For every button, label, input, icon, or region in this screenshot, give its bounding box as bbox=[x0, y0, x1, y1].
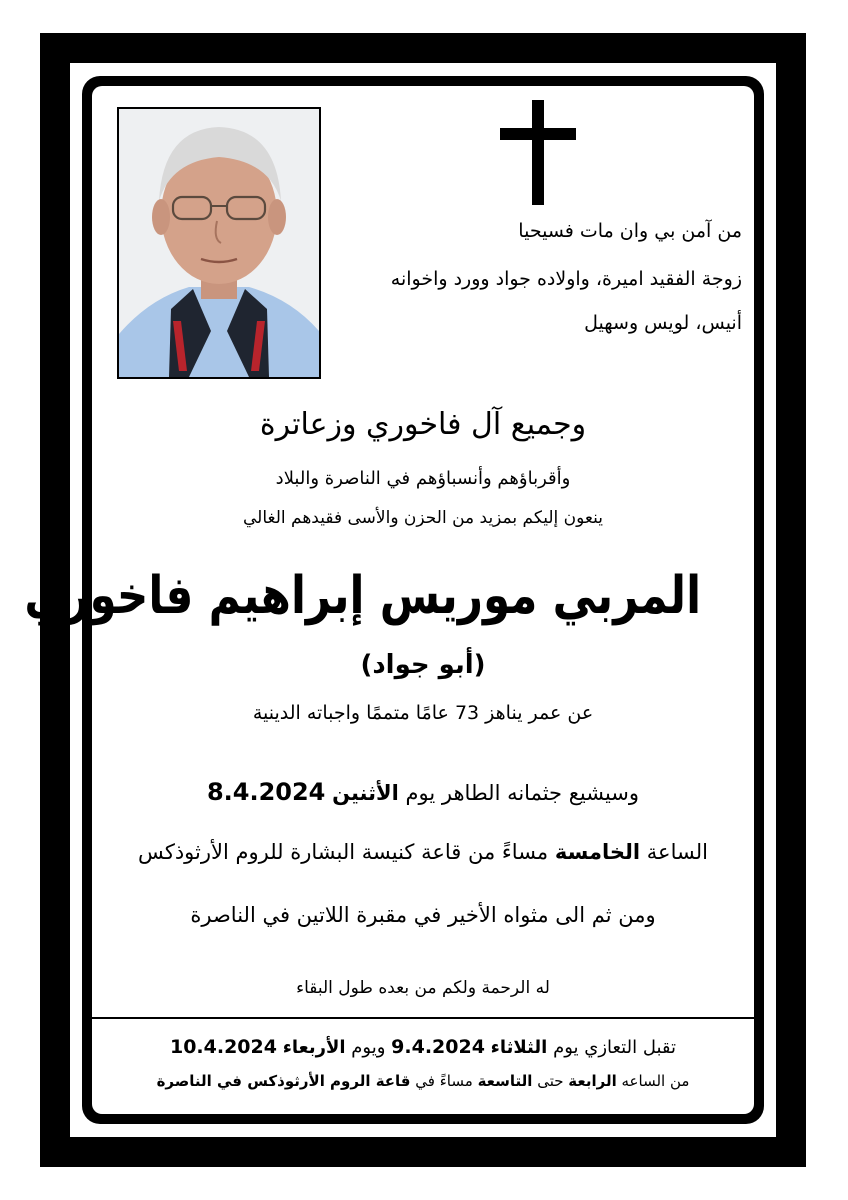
condolence-from-hour: الرابعة bbox=[568, 1072, 617, 1090]
funeral-location: مساءً من قاعة كنيسة البشارة للروم الأرثوذكس bbox=[138, 840, 549, 864]
funeral-hour-prefix: الساعة bbox=[646, 840, 708, 864]
family-line-2: أنيس، لويس وسهيل bbox=[584, 312, 742, 334]
condolence-date-1: 9.4.2024 bbox=[391, 1036, 485, 1058]
burial-text: ومن ثم الى مثواه الأخير في مقبرة اللاتين في الناصرة bbox=[190, 903, 656, 927]
condolence-date-2: 10.4.2024 bbox=[169, 1036, 277, 1058]
condolence-from-label: من الساعه bbox=[621, 1072, 690, 1090]
condolence-day-2: الأربعاء bbox=[282, 1037, 346, 1058]
condolence-days-line bbox=[92, 1038, 754, 1057]
condolence-evening-in: مساءً في bbox=[415, 1072, 473, 1090]
portrait-photo bbox=[117, 107, 321, 379]
condolence-intro: تقبل التعازي يوم bbox=[553, 1037, 677, 1058]
condolence-and: ويوم bbox=[351, 1037, 386, 1058]
verse-text: من آمن بي وان مات فسيحيا bbox=[518, 220, 742, 242]
relatives-text: وأقرباؤهم وأنسباؤهم في الناصرة والبلاد bbox=[275, 468, 571, 489]
blessing-text: له الرحمة ولكم من بعده طول البقاء bbox=[296, 978, 550, 998]
condolence-to-hour: التاسعة bbox=[477, 1072, 533, 1090]
condolence-hours-line bbox=[92, 1074, 754, 1089]
funeral-time-line bbox=[92, 842, 754, 863]
cross-icon bbox=[500, 100, 576, 205]
age-text: عن عمر يناهز 73 عامًا متممًا واجباته الدينية bbox=[252, 702, 594, 724]
funeral-day: الأثنين bbox=[332, 781, 399, 805]
divider-line bbox=[92, 1017, 754, 1019]
deceased-name: المربي موريس إبراهيم فاخوري bbox=[24, 566, 702, 626]
portrait-illustration bbox=[119, 109, 319, 377]
funeral-date-line bbox=[92, 780, 754, 804]
mourning-text: ينعون إليكم بمزيد من الحزن والأسى فقيدهم الغالي bbox=[242, 508, 603, 528]
condolence-place: قاعة الروم الأرثوذكس في الناصرة bbox=[156, 1072, 411, 1090]
family-line-1: زوجة الفقيد اميرة، واولاده جواد وورد واخوانه bbox=[390, 268, 742, 290]
funeral-hour: الخامسة bbox=[554, 840, 641, 864]
family-name-heading: وجميع آل فاخوري وزعاترة bbox=[259, 407, 587, 442]
deceased-nickname: (أبو جواد) bbox=[360, 650, 486, 680]
funeral-prefix: وسيشيع جثمانه الطاهر يوم bbox=[405, 781, 640, 805]
condolence-day-1: الثلاثاء bbox=[490, 1037, 548, 1058]
condolence-until: حتى bbox=[537, 1072, 564, 1090]
funeral-date: 8.4.2024 bbox=[206, 778, 326, 806]
